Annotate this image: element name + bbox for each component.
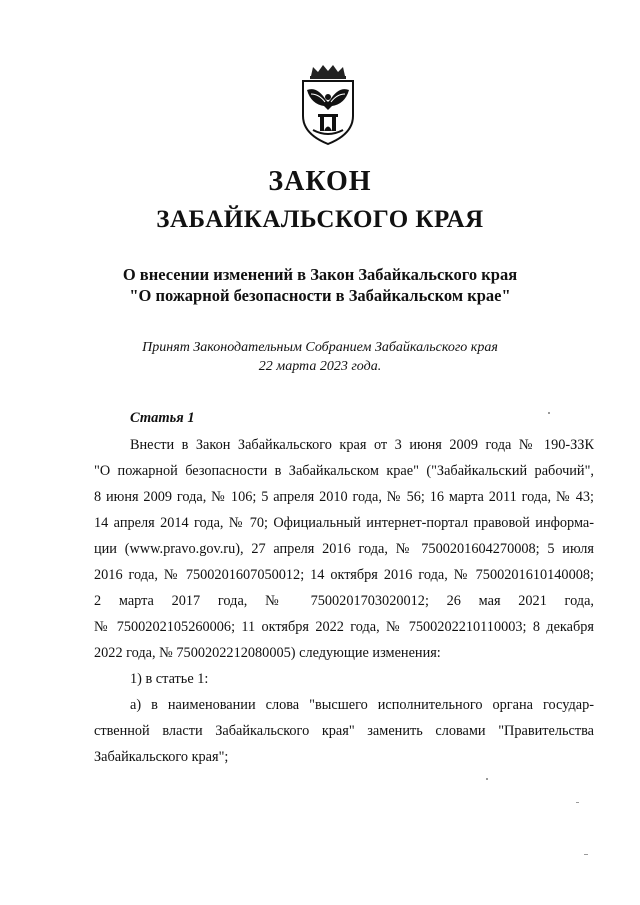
scan-speck: [576, 802, 579, 803]
text-line: Забайкальского края";: [94, 749, 229, 765]
adoption-note: [0, 338, 640, 376]
adoption-note-line: Принят Законодательным Собранием Забайкальского края: [142, 340, 498, 355]
list-subitem: а) в наименовании слова "высшего исполнительного органа государ-: [130, 697, 594, 713]
scan-speck: [548, 412, 550, 414]
list-item: 1) в статье 1:: [130, 671, 209, 687]
text-line: 14 апреля 2014 года, № 70; Официальный интернет-портал правовой информа-: [94, 515, 594, 531]
document-type-title: ЗАКОН: [268, 166, 372, 197]
text-line: № 7500202105260006; 11 октября 2022 года, № 7500202210110003; 8 декабря: [94, 619, 594, 635]
text-line: 8 июня 2009 года, № 106; 5 апреля 2010 года, № 56; 16 марта 2011 года, № 43;: [94, 489, 594, 505]
text-line: 2022 года, № 7500202212080005) следующие изменения:: [94, 645, 441, 661]
law-subject: [0, 264, 640, 306]
scan-speck: [486, 778, 488, 780]
coat-of-arms-shield-icon: [299, 64, 357, 146]
article-body: [94, 432, 594, 770]
law-subject-line: "О пожарной безопасности в Забайкальском крае": [129, 286, 511, 305]
article-heading: Статья 1: [130, 410, 195, 426]
text-line: ции (www.pravo.gov.ru), 27 апреля 2016 года, № 7500201604270008; 5 июля: [94, 541, 594, 557]
adoption-date: 22 марта 2023 года.: [258, 359, 382, 374]
text-line: 2016 года, № 7500201607050012; 14 октября 2016 года, № 7500201610140008;: [94, 567, 594, 583]
scan-speck: [584, 854, 588, 855]
text-line: 2 марта 2017 года, № 7500201703020012; 26 мая 2021 года,: [94, 593, 594, 609]
text-line: Внести в Закон Забайкальского края от 3 июня 2009 года № 190-ЗЗК: [130, 437, 594, 453]
law-subject-line: О внесении изменений в Закон Забайкальского края: [122, 265, 518, 284]
coat-of-arms-icon: [299, 64, 357, 146]
text-line: "О пожарной безопасности в Забайкальском крае" ("Забайкальский рабочий",: [94, 463, 594, 479]
text-line: ственной власти Забайкальского края" заменить словами "Правительства: [94, 723, 594, 739]
region-title: ЗАБАЙКАЛЬСКОГО КРАЯ: [156, 206, 484, 233]
